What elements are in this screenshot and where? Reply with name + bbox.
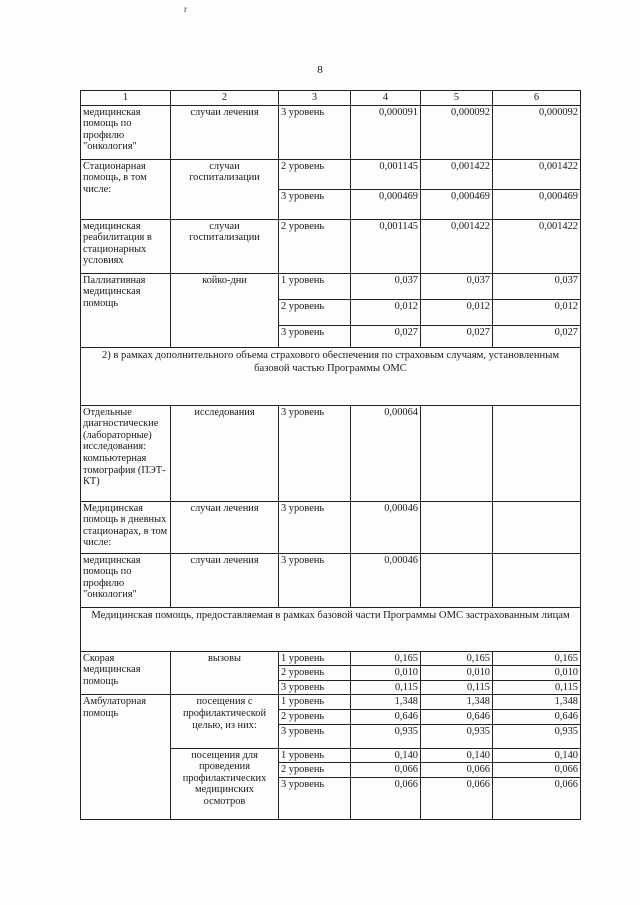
row-value: 0,140 (351, 748, 421, 763)
row-value: 0,646 (351, 709, 421, 724)
row-unit: посещения с профилактической целью, из них: (171, 695, 279, 748)
row-value: 0,037 (421, 273, 493, 299)
row-value: 0,001422 (493, 219, 581, 273)
section-row (81, 347, 581, 405)
header-cell: 2 (171, 91, 279, 106)
row-value: 0,010 (351, 666, 421, 681)
empty-cell (493, 553, 581, 607)
row-value: 0,000469 (351, 189, 421, 219)
row-level: 3 уровень (279, 724, 351, 748)
empty-cell (421, 501, 493, 553)
row-value: 0,000469 (493, 189, 581, 219)
table-row (81, 501, 581, 553)
row-name: Медицинская помощь в дневных стационарах, в том числе: (81, 501, 171, 553)
row-value: 0,935 (351, 724, 421, 748)
row-value: 0,012 (421, 299, 493, 325)
row-value: 0,00064 (351, 405, 421, 501)
row-level: 2 уровень (279, 763, 351, 778)
row-name: Отдельные диагностические (лабораторные) исследования: компьютерная томография (ПЭТ-КТ) (81, 405, 171, 501)
row-value: 0,165 (421, 651, 493, 666)
row-level: 1 уровень (279, 651, 351, 666)
table-row (81, 695, 581, 710)
header-row (81, 91, 581, 106)
row-level: 3 уровень (279, 501, 351, 553)
row-level: 2 уровень (279, 666, 351, 681)
row-level: 1 уровень (279, 748, 351, 763)
row-unit: случаи лечения (171, 553, 279, 607)
row-level: 3 уровень (279, 553, 351, 607)
row-value: 0,000092 (493, 105, 581, 159)
row-level: 2 уровень (279, 709, 351, 724)
row-value: 0,037 (493, 273, 581, 299)
row-value: 0,001422 (421, 159, 493, 189)
row-value: 0,027 (421, 325, 493, 347)
row-value: 0,140 (493, 748, 581, 763)
row-value: 0,935 (493, 724, 581, 748)
row-level: 2 уровень (279, 219, 351, 273)
row-value: 0,001145 (351, 159, 421, 189)
page-number: 8 (317, 64, 323, 76)
row-level: 2 уровень (279, 159, 351, 189)
row-value: 0,140 (421, 748, 493, 763)
row-value: 0,010 (493, 666, 581, 681)
row-name: Стационарная помощь, в том числе: (81, 159, 171, 219)
row-level: 2 уровень (279, 299, 351, 325)
header-cell: 6 (493, 91, 581, 106)
row-value: 0,066 (493, 763, 581, 778)
row-unit: случаи лечения (171, 501, 279, 553)
row-value: 0,010 (421, 666, 493, 681)
row-level: 3 уровень (279, 105, 351, 159)
row-value: 0,165 (351, 651, 421, 666)
table-row (81, 273, 581, 299)
row-value: 0,646 (493, 709, 581, 724)
row-value: 0,115 (351, 680, 421, 695)
empty-cell (493, 405, 581, 501)
table-row (81, 651, 581, 666)
table-row (81, 219, 581, 273)
row-value: 0,066 (351, 777, 421, 819)
table-row (81, 105, 581, 159)
row-unit: вызовы (171, 651, 279, 695)
row-value: 0,115 (421, 680, 493, 695)
row-unit: посещения для проведения профилактических медицинских осмотров (171, 748, 279, 819)
row-value: 0,935 (421, 724, 493, 748)
row-level: 3 уровень (279, 189, 351, 219)
header-cell: 3 (279, 91, 351, 106)
row-value: 0,646 (421, 709, 493, 724)
row-unit: случаи лечения (171, 105, 279, 159)
row-value: 1,348 (351, 695, 421, 710)
row-value: 0,00046 (351, 501, 421, 553)
row-name: Скорая медицинская помощь (81, 651, 171, 695)
header-cell: 4 (351, 91, 421, 106)
row-value: 0,066 (421, 763, 493, 778)
rates-table (80, 90, 581, 820)
row-name: медицинская помощь по профилю "онкология" (81, 553, 171, 607)
table-row (81, 405, 581, 501)
row-level: 1 уровень (279, 273, 351, 299)
row-level: 1 уровень (279, 695, 351, 710)
row-value: 0,001422 (493, 159, 581, 189)
empty-cell (421, 553, 493, 607)
row-level: 3 уровень (279, 680, 351, 695)
row-value: 0,027 (351, 325, 421, 347)
section-title: 2) в рамках дополнительного объема страхового обеспечения по страховым случаям, установленным базовой частью Программы ОМС (81, 347, 581, 405)
row-unit: случаи госпитализации (171, 159, 279, 219)
header-cell: 1 (81, 91, 171, 106)
row-unit: койко-дни (171, 273, 279, 347)
row-value: 0,000092 (421, 105, 493, 159)
section-title: Медицинская помощь, предоставляемая в рамках базовой части Программы ОМС застрахованным лицам (81, 607, 581, 651)
table-row (81, 159, 581, 189)
row-level: 3 уровень (279, 777, 351, 819)
scan-mark: r (184, 4, 187, 14)
row-name: Паллиативная медицинская помощь (81, 273, 171, 347)
empty-cell (493, 501, 581, 553)
row-value: 0,001422 (421, 219, 493, 273)
row-level: 3 уровень (279, 405, 351, 501)
row-value: 0,066 (421, 777, 493, 819)
header-cell: 5 (421, 91, 493, 106)
row-value: 0,165 (493, 651, 581, 666)
row-value: 0,012 (493, 299, 581, 325)
row-unit: случаи госпитализации (171, 219, 279, 273)
row-name: Амбулаторная помощь (81, 695, 171, 819)
row-value: 0,115 (493, 680, 581, 695)
row-value: 0,066 (493, 777, 581, 819)
row-value: 0,037 (351, 273, 421, 299)
table-row (81, 553, 581, 607)
row-name: медицинская помощь по профилю "онкология" (81, 105, 171, 159)
row-value: 1,348 (493, 695, 581, 710)
row-value: 0,001145 (351, 219, 421, 273)
row-value: 0,000091 (351, 105, 421, 159)
section-row (81, 607, 581, 651)
row-value: 0,000469 (421, 189, 493, 219)
row-level: 3 уровень (279, 325, 351, 347)
empty-cell (421, 405, 493, 501)
row-name: медицинская реабилитация в стационарных условиях (81, 219, 171, 273)
row-value: 1,348 (421, 695, 493, 710)
row-value: 0,012 (351, 299, 421, 325)
row-value: 0,066 (351, 763, 421, 778)
row-value: 0,00046 (351, 553, 421, 607)
row-unit: исследования (171, 405, 279, 501)
row-value: 0,027 (493, 325, 581, 347)
